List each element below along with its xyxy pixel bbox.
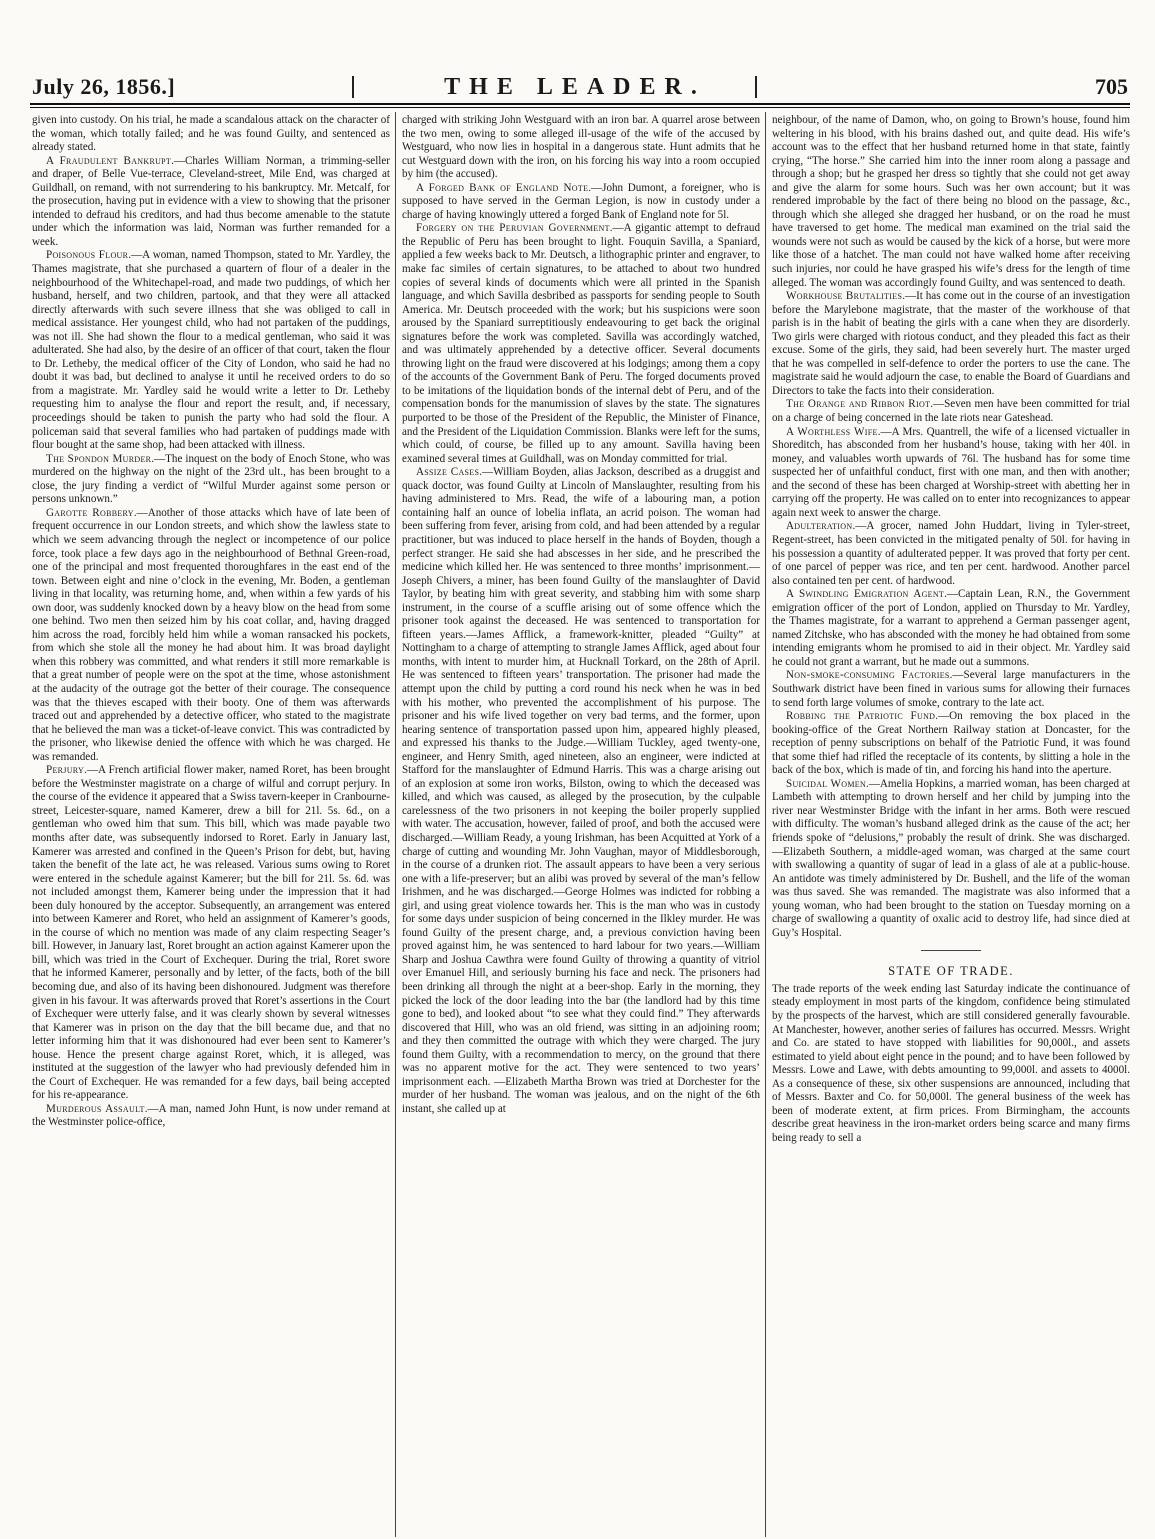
article-body: A grocer, named John Huddart, living in Tyler-street, Regent-street, has been convicted in the mitigated penalty of 50l. for having in his possession a quantity of adulterated pepper. It was proved that forty per cent. of one parcel of pepper was rice, and ten per cent. hardwood. Another parcel also contained ten per cent. of hardwood. [772,520,1130,587]
article-body: Captain Lean, R.N., the Government emigration officer of the port of London, applied on Thursday to Mr. Yardley, the Thames magistrate, for a warrant to apprehend a German passenger agent, named Zitchske, who has absconded with the money he had obtained from some intending emigrants whom he promised to aid in their object. Mr. Yardley said he could not grant a warrant, but he made out a summons. [772,588,1130,668]
column-2 [402,114,760,1534]
article-paragraph [772,398,1130,425]
article-heading: A Worthless Wife [786,425,878,438]
page-number: 705 [1095,74,1128,99]
heading-dash: .— [902,290,917,303]
article-body: Another of those attacks which have of late been of frequent occurrence in our London streets, and which show the lawless state to which we seem advancing through the neglect or incompetence of our police force, took place a few days ago in the neighbourhood of Bethnal Green-road, one of the principal and most frequented thoroughfares in the east end of the town. Between eight and nine o’clock in the evening, Mr. Boden, a gentleman living in that locality, was returning home, and, when within a few yards of his own door, was suddenly knocked down by a heavy blow on the head from some one behind. Two men then seized him by his coat collar, and, having dragged him across the road, forcibly held him while a woman ransacked his pockets, from which she stole all the money he had about him. It was broad daylight when this robbery was committed, and what renders it still more remarkable is that a great number of people were on the spot at the time, whose astonishment at the audacity of the outrage got the better of their courage. The consequence was that the thieves escaped with their booty. One of them was afterwards traced out and apprehended by a detective officer, who stated to the magistrate that he believed the man was a ticket-of-leave convict. This was contradicted by the prisoner, who likewise denied the offence with which he was charged. He was remanded. [32,506,390,763]
article-paragraph [32,155,390,250]
article-paragraph [32,507,390,764]
heading-dash: .— [479,466,494,479]
article-paragraph [402,114,760,182]
article-paragraph [772,588,1130,669]
article-body: The inquest on the body of Enoch Stone, who was murdered on the highway on the night of the 23rd ult., has been brought to a close, the jury finding a verdict of “Wilful Murder against some person or persons unknown.” [32,452,390,506]
article-heading: Murderous Assault [46,1102,145,1115]
article-paragraph [772,114,1130,290]
column-divider [765,112,766,1537]
article-heading: Forgery on the Peruvian Government [416,222,610,235]
article-paragraph [32,1103,390,1130]
section-title: STATE OF TRADE. [888,964,1014,979]
article-body: Seven men have been committed for trial on a charge of being concerned in the late riots near Gateshead. [772,398,1130,425]
column-3 [772,114,1130,1534]
masthead-title: THE LEADER. [444,74,706,100]
article-heading: The Orange and Ribbon Riot [786,398,931,411]
heading-dash: .— [151,452,166,465]
article-body: Charles William Norman, a trimming-seller and draper, of Belle Vue-terrace, Cleveland-street, Mile End, was charged at Guildhall, on remand, with not surrendering to his bankruptcy. Mr. Metcalf, for the prosecution, having put in evidence with a view to showing that the prisoner intended to defraud his creditors, and had thus become amenable to the statute under which the information was laid, Norman was further remanded for a week. [32,154,390,248]
section-divider [921,950,981,951]
article-paragraph [32,249,390,452]
article-paragraph [772,778,1130,941]
article-body: A woman, named Thompson, stated to Mr. Yardley, the Thames magistrate, that she purchased a quartern of flour of a dealer in the neighbourhood of the Whitechapel-road, and made two puddings, of which her husband, herself, and two children, partook, and that they were all attacked directly afterwards with such severe illness that she was obliged to call in medical assistance. Her youngest child, who had not partaken of the puddings, was not ill. She had shown the flour to a medical gentleman, who said it was adulterated. She had also, by the desire of an officer of that court, taken the flour to Dr. Letheby, the medical officer of the City of London, who said he had no doubt it was bad, but declined to analyse it until he received orders to do so from a magistrate. Mr. Yardley said he would write a letter to Dr. Letheby requesting him to analyse the flour and report the result, and, if necessary, proceedings should be taken to punish the party who had sold the flour. A policeman said that several families who had partaken of puddings made with flour bought at the same shop, had been attacked with illness. [32,249,390,452]
article-paragraph [772,426,1130,521]
heading-dash: .— [84,764,98,777]
article-paragraph [402,182,760,223]
article-heading: Garotte Robbery [46,506,134,519]
article-body: A man, named John Hunt, is now under remand at the Westminster police-office, [32,1102,390,1129]
article-paragraph [402,466,760,1116]
article-body: On removing the box placed in the booking-office of the Great Northern Railway station at Doncaster, for the reception of penny subscriptions on behalf of the Patriotic Fund, it was found that some thief had rifled the receptacle of its contents, by slitting a hole in the back of the box, which is made of tin, and forcing his hand into the aperture. [772,710,1130,777]
issue-date: July 26, 1856.] [32,74,176,99]
article-heading: Adulteration [786,520,853,533]
heading-dash: .— [588,181,603,194]
heading-dash: .— [949,669,964,682]
article-body: The trade reports of the week ending last Saturday indicate the continuance of steady employment in most parts of the kingdom, confidence being stimulated by the prospects of the harvest, which are still considered generally favourable. At Manchester, however, another series of failures has occurred. Messrs. Wright and Co. are stated to have stopped with liabilities for 90,000l., and assets estimated to yield about eight pence in the pound; and to have been followed by Messrs. Lowe and Lawe, with debts amounting to 99,000l. and assets to 4000l. As a consequence of these, six other suspensions are announced, including that of Messrs. Baxter and Co. for 50,000l. The general business of the week has been of moderate extent, at firm prices. From Birmingham, the accounts describe great heaviness in the iron-market orders being scarce and many firms being ready to sell a [772,982,1130,1144]
heading-dash: .— [866,777,880,790]
heading-dash: .— [128,249,143,262]
article-heading: Assize Cases [416,466,480,479]
article-body: Several large manufacturers in the Southwark district have been fined in various sums for allowing their furnaces to send forth large volumes of smoke, contrary to the late act. [772,669,1130,709]
article-paragraph [32,764,390,1103]
article-paragraph [772,983,1130,1146]
article-heading: Poisonous Flour [46,249,129,262]
article-paragraph [772,290,1130,398]
article-paragraph [402,222,760,466]
article-body: charged with striking John Westguard with an iron bar. A quarrel arose between the two men, owing to some alleged ill-usage of the wife of the accused by Westguard, who now lies in hospital in a dangerous state. Hunt admits that he cut Westguard down with the iron, on his forcing his way into a room occupied by him (the accused). [402,114,760,181]
heading-dash: .— [144,1102,159,1115]
article-body: A Mrs. Quantrell, the wife of a licensed victualler in Shoreditch, has absconded from her husband’s house, taking with her 40l. in money, and valuables worth upwards of 76l. The husband has for some time suspected her of unfaithful conduct, first with one man, and then with another; and the second of these has been charged at Worship-street with abetting her in carrying off the property. He was called on to enter into recognizances to appear again next week to answer the charge. [772,425,1130,519]
article-body: neighbour, of the name of Damon, who, on going to Brown’s house, found him weltering in his blood, with his brains dashed out, and quite dead. His wife’s account was to the effect that her husband returned home in that state, faintly crying, “The horse.” She carried him into the inner room along a passage and through a shop; but he grasped her dress so tightly that she could not get away and give the alarm for some hours. Such was her own account; but it was rendered improbable by the fact of there being no blood on the passage, &c., through which she alleged she dragged her husband, or on the road he must have traversed to get home. The medical man examined on the trial said the wounds were not such as would be caused by the kick of a horse, but were more like those of a hatchet. The man could not have walked home after receiving such injuries, nor could he have grasped his wife’s dress for the length of time alleged. The woman was accordingly found Guilty, and was sentenced to death. [772,114,1130,289]
article-body: Amelia Hopkins, a married woman, has been charged at Lambeth with attempting to drown herself and her child by jumping into the river near Westminster Bridge with the infant in her arms. Both were rescued with difficulty. The woman’s husband alleged drink as the cause of the act; her friends spoke of “delusions,” probably the result of drink. She was discharged.—Elizabeth Southern, a middle-aged woman, was charged at the same court with swallowing a quantity of sugar of lead in a glass of ale at a public-house. An antidote was timely administered by Dr. Bushell, and the life of the woman was thus saved. She was remanded. The magistrate was also informed that a young woman, who had been brought to the station on Tuesday morning on a charge of swallowing a quantity of oxalic acid to destroy life, had since died at Guy’s Hospital. [772,777,1130,939]
article-heading: A Forged Bank of England Note [416,181,589,194]
article-body: William Boyden, alias Jackson, described as a druggist and quack doctor, was found Guilty at Lincoln of Manslaughter, resulting from his having administered to Mrs. Read, the wife of a labouring man, a potion containing half an ounce of lobelia inflata, an acrid poison. The woman had been suffering from fever, arising from cold, and had been attended by a regular practitioner, but was induced to place herself in the hands of Boyden, though a perfect stranger. He said she had abscesses in her side, and he prescribed the medicine which killed her. He was sentenced to three months’ imprisonment.—Joseph Chivers, a miner, has been found Guilty of the manslaughter of David Taylor, by beating him with great severity, and stabbing him with some sharp instrument, in the course of a scuffle arising out of some offence which the prisoner took against the deceased. He was sentenced to transportation for fifteen years.—James Afflick, a framework-knitter, pleaded “Guilty” at Nottingham to a charge of attempting to strangle James Afflick, aged about four months, with intent to murder him, at Hucknall Torkard, on the 28th of April. He was sentenced to fifteen years’ transportation. The prisoner had made the attempt upon the child by putting a cord round his neck when he was in bed with his mother, who prevented the accomplishment of his purpose. The prisoner and his wife lived together on very bad terms, and the former, upon hearing sentence of transportation passed upon him, appeared highly pleased, and expressed his thanks to the Judge.—William Tuckley, aged twenty-one, engineer, and Henry Smith, aged nineteen, also an engineer, were indicted at Stafford for the manslaughter of Edmund Harris. This was a charge arising out of an explosion at some iron works, Bilston, owing to which the deceased was killed, and which was caused, as alleged by the prosecution, by the culpable carelessness of the two prisoners in not keeping the boiler properly supplied with water. The accusation, however, failed of proof, and both the accused were discharged.—William Ready, a young Irishman, has been Acquitted at York of a charge of cutting and wounding Mr. John Vaughan, mayor of Middlesborough, in the course of a drunken riot. The assault appears to have been a very serious one with a life-preserver; but an alibi was proved by several of the man’s fellow Irishmen, and he was discharged.—George Holmes was indicted for robbing a girl, and using great violence towards her. This is the man who was in custody for some days under suspicion of being concerned in the Ilkley murder. He was found Guilty of the present charge, and, a previous conviction having been proved against him, he was sentenced to hard labour for two years.—William Sharp and Joshua Cawthra were found Guilty of throwing a quantity of vitriol over Emanuel Hill, and seriously burning his face and neck. The prisoners had been drinking all through the night at a beer-shop. Early in the morning, they picked the lock of the door leading into the bar (the landlord had by this time gone to bed), and looked about “to see what they could find.” They afterwards discovered that Hill, who was an old friend, was sitting in an adjoining room; and they then committed the outrage with which they were charged. The jury found them Guilty, with a recommendation to mercy, on the ground that there was no apparent motive for the act. They were sentenced to two years’ imprisonment each. —Elizabeth Martha Brown was tried at Dorchester for the murder of her husband. The woman was jealous, and on the night of the 6th instant, she called up at [402,466,760,1115]
article-body: John Dumont, a foreigner, who is supposed to have served in the German Legion, is now in custody under a charge of having knowingly uttered a forged Bank of England note for 5l. [402,181,760,221]
article-paragraph [772,520,1130,588]
article-body: given into custody. On his trial, he made a scandalous attack on the character of the woman, which totally failed; and he was found Guilty, and sentenced as already stated. [32,114,390,154]
article-heading: Suicidal Women [786,777,867,790]
header-separator [755,76,757,98]
page-header [20,74,1130,100]
article-body: A French artificial flower maker, named Roret, has been brought before the Westminster magistrate on a charge of wilful and corrupt perjury. In the course of the evidence it appeared that a Swiss tavern-keeper in Cranbourne-street, Leicester-square, named Kamerer, drew a bill for 21l. 5s. 6d., on a gentleman who owed him that sum. This bill, which was made payable two months after date, was subsequently indorsed to Roret. Early in January last, Kamerer was arrested and confined in the Queen’s Prison for debt, but, having taken the benefit of the late act, he was released. Various sums owing to Roret were entered in the schedule against Kamerer; but the bill for 21l. 5s. 6d. was not included amongst them, Kamerer being under the impression that it had been duly honoured by the acceptor. Subsequently, an arrangement was entered into between Kamerer and Roret, who held an assignment of Kamerer’s goods, in the course of which no mention was made of any claim respecting Seager’s bill. However, in January last, Roret brought an action against Kamerer upon the bill, which was tried in the Court of Exchequer. During the trial, Roret swore that he informed Kamerer, personally and by letter, of the facts, both of the bill becoming due, and also of its having been dishonoured. Judgment was therefore given in his favour. It was afterwards proved that Roret’s assertions in the Court of Exchequer were utterly false, and it was clearly shown by several witnesses that Kamerer was in prison on the day that the bill became due, and that no letter informing him that it was dishonoured had ever been sent to Kamerer’s house. Hence the present charge against Roret, which, it is alleged, was instituted at the suggestion of the lawyer who had previously defended him in the Court of Exchequer. He was remanded for a few days, bail being accepted for his re-appearance. [32,764,390,1102]
article-body: It has come out in the course of an investigation before the Marylebone magistrate, that the master of the workhouse of that parish is in the habit of beating the girls with a cane when they are disorderly. Two girls were charged with riotous conduct, and they pleaded this fact as their excuse. Some of the girls, they said, had been severely hurt. The master urged that he was compelled in self-defence to order the porters to use the cane. The magistrate said he would adjourn the case, to enable the Board of Guardians and Directors to take the facts into their consideration. [772,290,1130,397]
article-heading: Robbing the Patriotic Fund [786,710,936,723]
header-rule-thin [30,107,1130,108]
heading-dash: .— [852,520,867,533]
article-paragraph [32,453,390,507]
header-rule-thick [30,103,1130,105]
article-paragraph [772,669,1130,710]
heading-dash: .— [609,222,624,235]
heading-dash: .— [877,425,892,438]
article-heading: Non-smoke-consuming Factories [786,669,950,682]
article-heading: Workhouse Brutalities [786,290,903,303]
article-heading: The Spondon Murder [46,452,152,465]
column-1 [32,114,390,1534]
article-heading: A Swindling Emigration Agent [786,588,945,601]
heading-dash: .— [944,588,958,601]
article-paragraph [32,114,390,155]
article-body: A gigantic attempt to defraud the Republic of Peru has been brought to light. Fouquin Savilla, a Spaniard, applied a few weeks back to Mr. Deutsch, a lithographic printer and engraver, to make fac similes of certain signatures, to be attached to about two hundred copies of several kinds of documents which were all printed in the Spanish language, and which Savilla desbribed as passports for sending people to South America. Mr. Deutsch proceeded with the work; but his suspicions were soon aroused by the Spaniard surreptitiously endeavouring to get back the original signatures before the work was completed. Savilla was accordingly watched, and was ultimately apprehended by a detective officer. Several documents throwing light on the fraud were discovered at his lodgings; among them a copy of the accounts of the Government Bank of Peru. The forged documents proved to be imitations of the liquidation bonds of the internal debt of Peru, and of the compensation bonds for the manumission of slaves by the state. The signatures purported to be those of the President of the Republic, the Minister of Finance, and the President of the Liquidation Commission. Blanks were left for the sums, which could, of course, be filled up to any amount. Savilla having been examined several times at Guildhall, was on Monday committed for trial. [402,222,760,465]
heading-dash: .— [133,506,148,519]
heading-dash: .— [930,398,945,411]
article-paragraph [772,710,1130,778]
heading-dash: .— [171,154,185,167]
column-divider [395,112,396,1537]
article-heading: Perjury [46,764,85,777]
heading-dash: .— [935,710,950,723]
article-heading: A Fraudulent Bankrupt [46,154,172,167]
